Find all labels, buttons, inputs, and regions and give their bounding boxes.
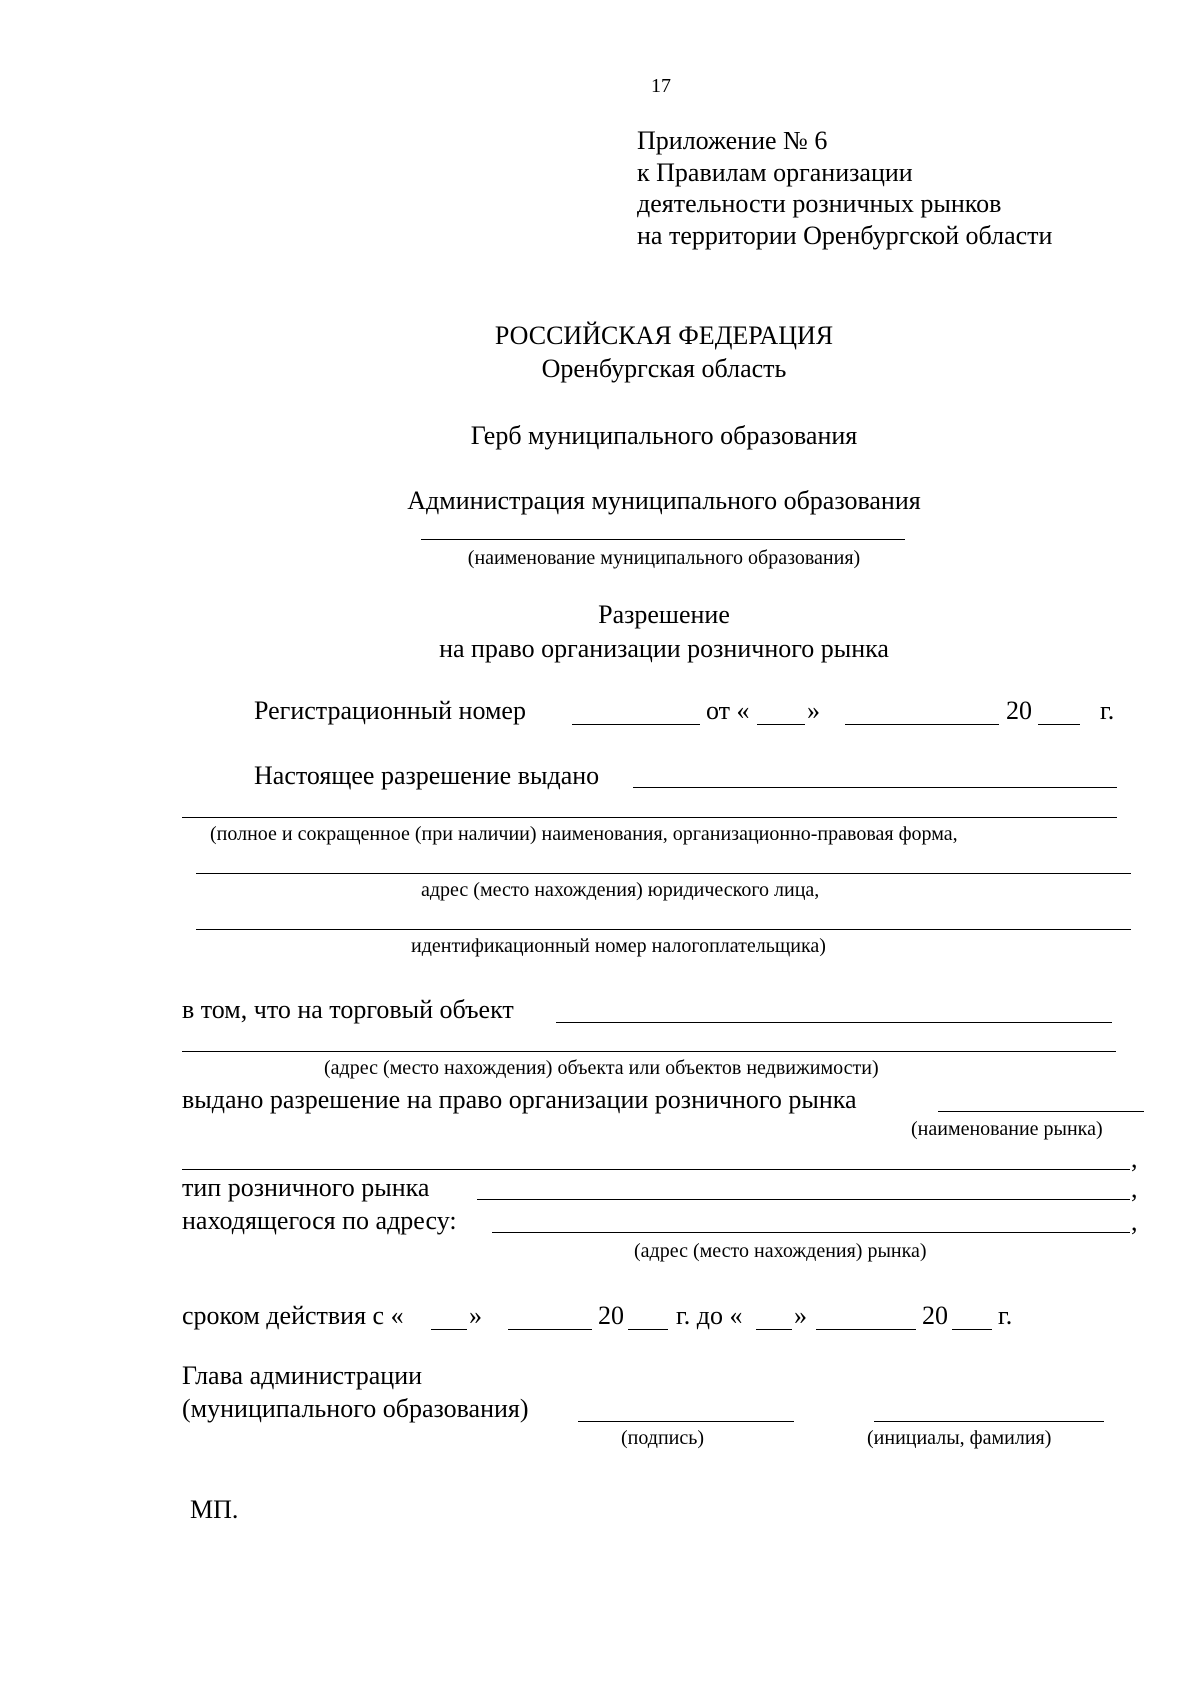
market-name-comma: , bbox=[1131, 1144, 1138, 1173]
validity-to-month-line bbox=[816, 1329, 916, 1330]
validity-from-year-line bbox=[628, 1329, 668, 1330]
municipality-name-line bbox=[421, 539, 905, 540]
market-address-line bbox=[492, 1232, 1130, 1233]
registration-label: Регистрационный номер bbox=[254, 696, 526, 725]
coat-of-arms-label: Герб муниципального образования bbox=[470, 421, 858, 450]
seal-label: МП. bbox=[190, 1495, 239, 1524]
validity-to-year-prefix: 20 bbox=[922, 1301, 948, 1330]
appendix-line-2: к Правилам организации bbox=[637, 158, 913, 187]
name-line bbox=[874, 1421, 1104, 1422]
validity-from-month-line bbox=[508, 1329, 592, 1330]
issued-to-line bbox=[633, 787, 1117, 788]
validity-to-year-suffix: г. bbox=[998, 1301, 1013, 1330]
registration-year-suffix: г. bbox=[1100, 696, 1115, 725]
market-name-line bbox=[938, 1111, 1144, 1112]
trade-object-line bbox=[556, 1022, 1112, 1023]
validity-to-quote-close: » bbox=[794, 1301, 807, 1330]
document-title: Разрешение bbox=[598, 600, 730, 629]
validity-from-day-line bbox=[431, 1329, 467, 1330]
municipality-label: (муниципального образования) bbox=[182, 1394, 529, 1423]
validity-to-year-line bbox=[952, 1329, 992, 1330]
municipality-name-caption: (наименование муниципального образования) bbox=[467, 547, 861, 569]
issued-to-line-2 bbox=[182, 817, 1117, 818]
trade-object-caption: (адрес (место нахождения) объекта или объектов недвижимости) bbox=[324, 1057, 879, 1079]
appendix-line-4: на территории Оренбургской области bbox=[637, 221, 1053, 250]
registration-year-line bbox=[1038, 724, 1080, 725]
validity-from-quote-close: » bbox=[469, 1301, 482, 1330]
issued-to-caption-1: (полное и сокращенное (при наличии) наименования, организационно-правовая форма, bbox=[210, 823, 958, 845]
page-number: 17 bbox=[651, 75, 671, 97]
market-name-line-2 bbox=[182, 1169, 1130, 1170]
validity-from-label: сроком действия с « bbox=[182, 1301, 404, 1330]
appendix-line-3: деятельности розничных рынков bbox=[637, 189, 1002, 218]
administration-heading: Администрация муниципального образования bbox=[407, 486, 921, 515]
region-heading: Оренбургская область bbox=[541, 354, 787, 383]
signature-line bbox=[578, 1421, 794, 1422]
market-address-caption: (адрес (место нахождения) рынка) bbox=[634, 1240, 927, 1262]
registration-day-line bbox=[757, 724, 805, 725]
registration-quote-close: » bbox=[807, 696, 820, 725]
market-type-line bbox=[477, 1199, 1130, 1200]
signature-caption: (подпись) bbox=[621, 1427, 705, 1449]
appendix-line-1: Приложение № 6 bbox=[637, 126, 828, 155]
head-of-administration-label: Глава администрации bbox=[182, 1361, 423, 1390]
registration-number-line bbox=[572, 724, 700, 725]
market-name-caption: (наименование рынка) bbox=[911, 1118, 1103, 1140]
document-subtitle: на право организации розничного рынка bbox=[439, 634, 889, 663]
trade-object-line-2 bbox=[182, 1051, 1116, 1052]
issued-to-caption-2: адрес (место нахождения) юридического лица, bbox=[421, 879, 820, 901]
market-type-comma: , bbox=[1131, 1174, 1138, 1203]
issued-to-label: Настоящее разрешение выдано bbox=[254, 761, 600, 790]
validity-to-day-line bbox=[756, 1329, 792, 1330]
name-caption: (инициалы, фамилия) bbox=[867, 1427, 1052, 1449]
trade-object-label: в том, что на торговый объект bbox=[182, 995, 514, 1024]
validity-until-label: г. до « bbox=[676, 1301, 743, 1330]
issued-to-line-4 bbox=[196, 929, 1131, 930]
market-address-label: находящегося по адресу: bbox=[182, 1206, 457, 1235]
registration-month-line bbox=[845, 724, 999, 725]
market-address-comma: , bbox=[1131, 1207, 1138, 1236]
validity-from-year-prefix: 20 bbox=[598, 1301, 624, 1330]
registration-year-prefix: 20 bbox=[1006, 696, 1032, 725]
country-heading: РОССИЙСКАЯ ФЕДЕРАЦИЯ bbox=[494, 321, 834, 350]
issued-to-line-3 bbox=[196, 873, 1131, 874]
issued-to-caption-3: идентификационный номер налогоплательщика) bbox=[411, 935, 826, 957]
market-type-label: тип розничного рынка bbox=[182, 1173, 430, 1202]
registration-from-label: от « bbox=[706, 696, 750, 725]
permit-issued-label: выдано разрешение на право организации розничного рынка bbox=[182, 1085, 857, 1114]
